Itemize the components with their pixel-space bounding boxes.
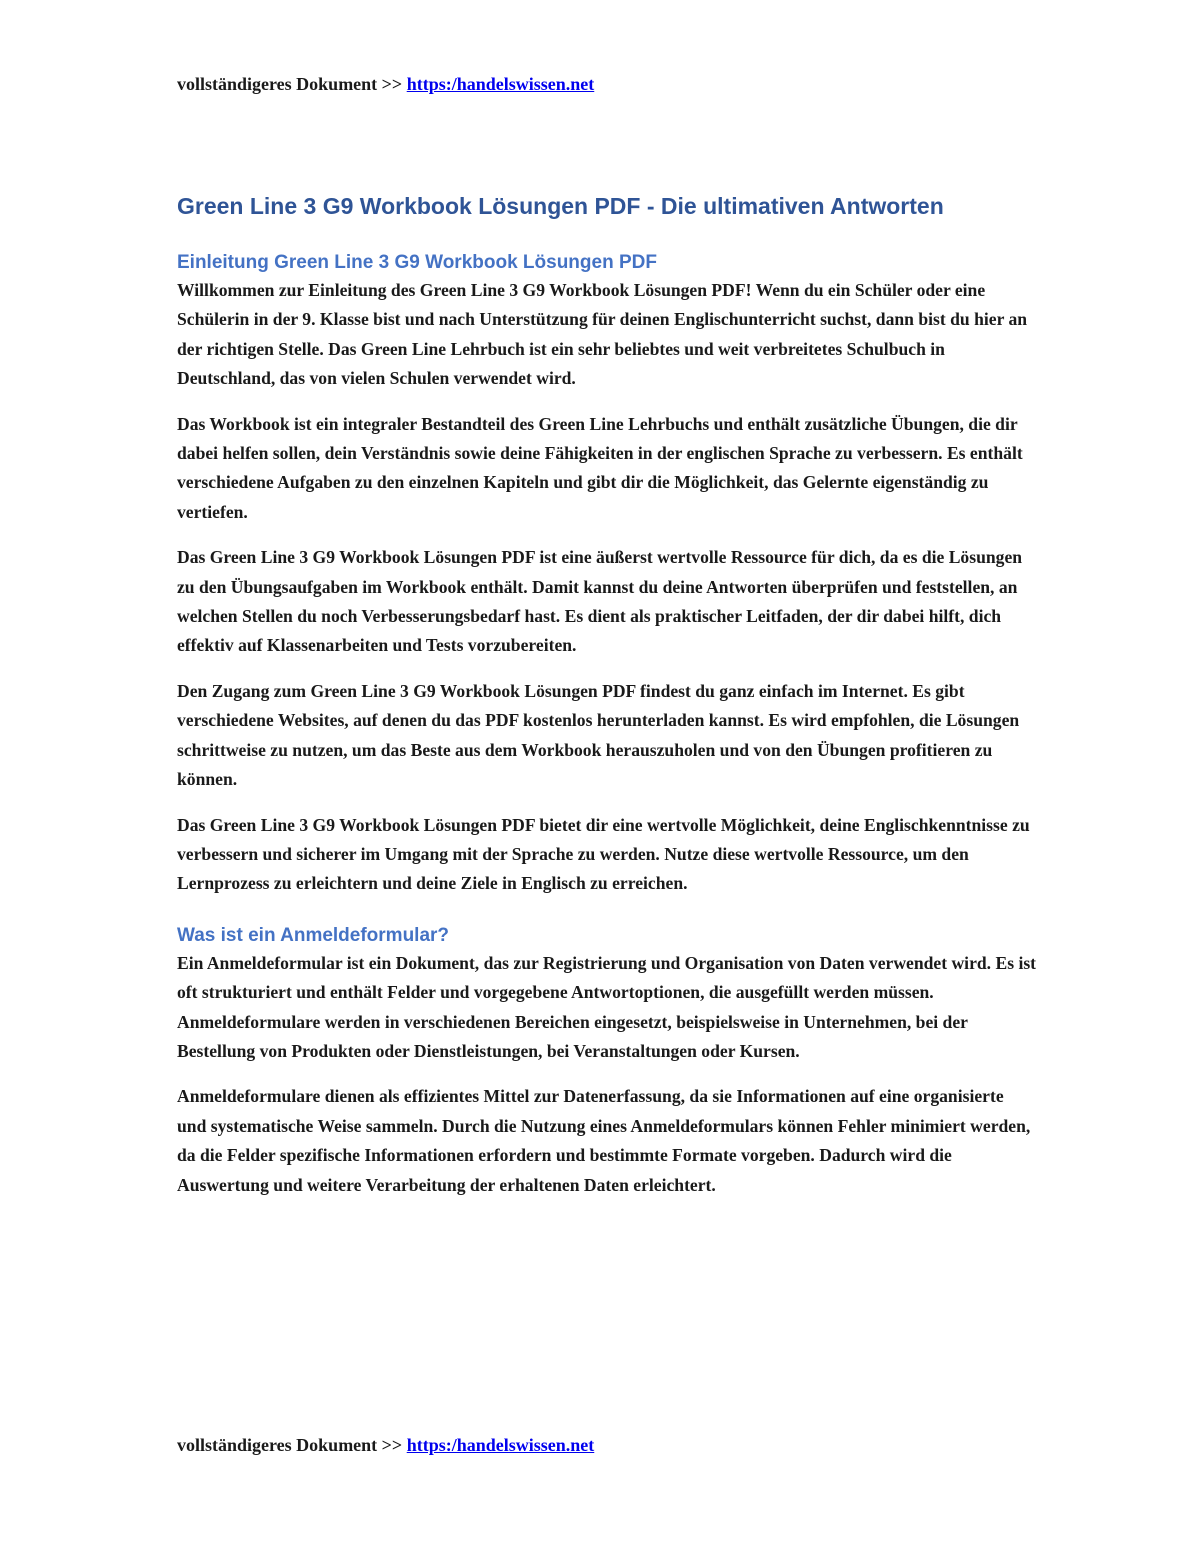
footer-prefix: vollständigeres Dokument >>	[177, 1435, 407, 1455]
section-heading-einleitung: Einleitung Green Line 3 G9 Workbook Lösungen PDF	[177, 252, 657, 273]
header-line	[177, 74, 594, 95]
paragraph: Das Green Line 3 G9 Workbook Lösungen PDF ist eine äußerst wertvolle Ressource für dich, da es die Lösungen zu den Übungsaufgaben im Workbook enthält. Damit kannst du deine Antworten überprüfen und feststellen, an welchen Stellen du noch Verbesserungsbedarf hast. Es dient als praktischer Leitfaden, der dir dabei hilft, dich effektiv auf Klassenarbeiten und Tests vorzubereiten.	[177, 547, 1023, 656]
paragraph: Das Green Line 3 G9 Workbook Lösungen PDF bietet dir eine wertvolle Möglichkeit, deine Englischkenntnisse zu verbessern und sicherer im Umgang mit der Sprache zu werden. Nutze diese wertvolle Ressource, um den Lernprozess zu erleichtern und deine Ziele in Englisch zu erreichen.	[177, 814, 1030, 894]
document-title: Green Line 3 G9 Workbook Lösungen PDF - Die ultimativen Antworten	[177, 193, 944, 219]
footer-link[interactable]: https:/handelswissen.net	[406, 1435, 595, 1455]
section-heading-anmeldeformular: Was ist ein Anmeldeformular?	[177, 924, 450, 946]
document-page	[177, 0, 1037, 1553]
paragraph: Willkommen zur Einleitung des Green Line 3 G9 Workbook Lösungen PDF! Wenn du ein Schüler oder eine Schülerin in der 9. Klasse bist und nach Unterstützung für deinen Englischunterricht suchst, dann bist du hier an der richtigen Stelle. Das Green Line Lehrbuch ist ein sehr beliebtes und weit verbreitetes Schulbuch in Deutschland, das von vielen Schulen verwendet wird.	[177, 280, 1028, 389]
paragraph: Das Workbook ist ein integraler Bestandteil des Green Line Lehrbuchs und enthält zusätzliche Übungen, die dir dabei helfen sollen, dein Verständnis sowie deine Fähigkeiten in der englischen Sprache zu verbessern. Es enthält verschiedene Aufgaben zu den einzelnen Kapiteln und gibt dir die Möglichkeit, das Gelernte eigenständig zu vertiefen.	[177, 413, 1023, 522]
document-content	[177, 190, 1037, 1216]
header-link[interactable]: https:/handelswissen.net	[406, 74, 595, 94]
header-prefix: vollständigeres Dokument >>	[177, 74, 407, 94]
paragraph: Ein Anmeldeformular ist ein Dokument, das zur Registrierung und Organisation von Daten verwendet wird. Es ist oft strukturiert und enthält Felder und vorgegebene Antwortoptionen, die ausgefüllt werden müssen. Anmeldeformulare werden in verschiedenen Bereichen eingesetzt, beispielsweise in Unternehmen, bei der Bestellung von Produkten oder Dienstleistungen, bei Veranstaltungen oder Kursen.	[177, 952, 1037, 1061]
paragraph: Anmeldeformulare dienen als effizientes Mittel zur Datenerfassung, da sie Informationen auf eine organisierte und systematische Weise sammeln. Durch die Nutzung eines Anmeldeformulars können Fehler minimiert werden, da die Felder spezifische Informationen erfordern und bestimmte Formate vorgeben. Dadurch wird die Auswertung und weitere Verarbeitung der erhaltenen Daten erleichtert.	[177, 1086, 1031, 1195]
footer-line	[177, 1435, 594, 1456]
paragraph: Den Zugang zum Green Line 3 G9 Workbook Lösungen PDF findest du ganz einfach im Internet. Es gibt verschiedene Websites, auf denen du das PDF kostenlos herunterladen kannst. Es wird empfohlen, die Lösungen schrittweise zu nutzen, um das Beste aus dem Workbook herauszuholen und von den Übungen profitieren zu können.	[177, 680, 1020, 790]
